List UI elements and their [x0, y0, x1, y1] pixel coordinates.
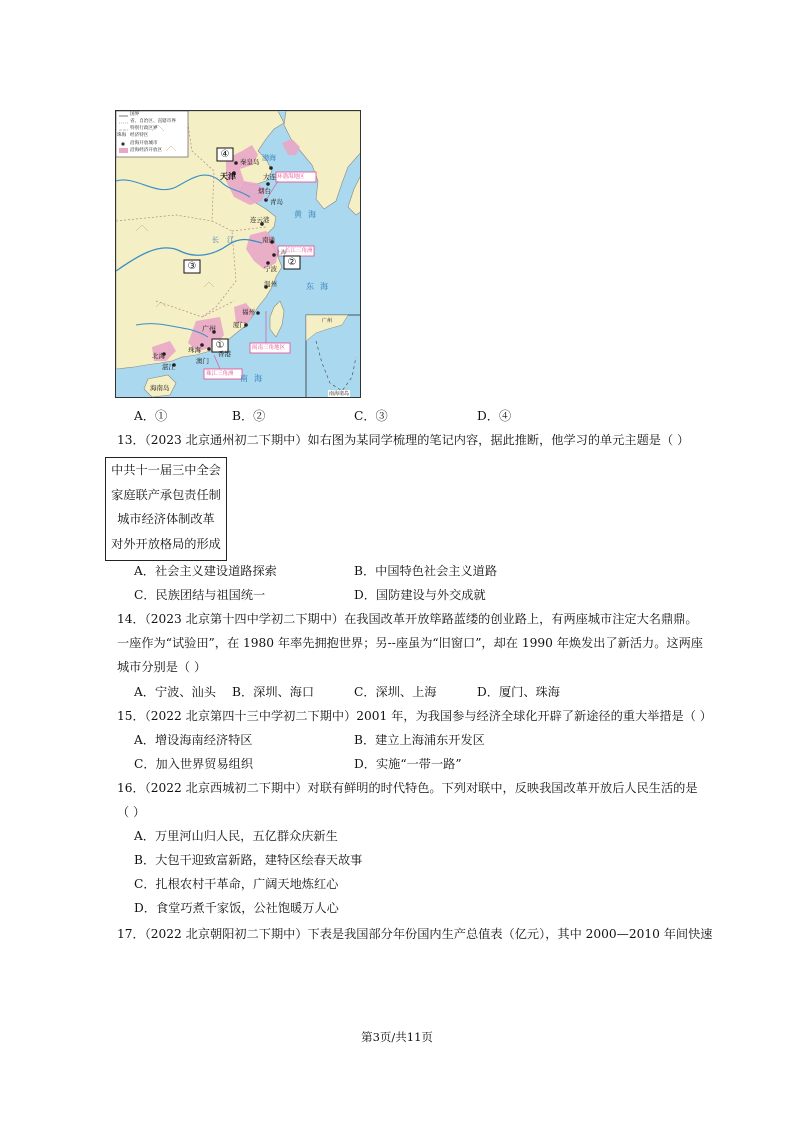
- city-label-guangzhou: 广州: [202, 325, 216, 333]
- city-label-wenzhou: 温州: [264, 280, 277, 288]
- region-label-pearl-delta: 珠江三角洲: [206, 371, 234, 377]
- q13-option-b[interactable]: B．中国特色社会主义道路: [354, 564, 498, 578]
- q13-option-c[interactable]: C．民族团结与祖国统一: [134, 588, 266, 602]
- q15-option-a[interactable]: A．增设海南经济特区: [134, 733, 253, 747]
- q14-option-d[interactable]: D．厦门、珠海: [477, 685, 560, 699]
- page-footer: 第3页/共11页: [361, 1030, 433, 1044]
- q13-note-2: 家庭联产承包责任制: [111, 488, 221, 502]
- city-label-fuzhou: 福州: [242, 308, 255, 316]
- city-label-qingdao: 青岛: [270, 198, 283, 206]
- q15-option-c[interactable]: C．加入世界贸易组织: [134, 757, 254, 771]
- city-label-beihai: 北海: [152, 352, 165, 360]
- sea-label-south: 南海: [240, 374, 268, 383]
- city-label-hainan: 海南岛: [150, 384, 170, 392]
- river-label-yangtze: 长江: [212, 236, 242, 244]
- q12-option-c[interactable]: C．③: [354, 409, 388, 423]
- q17-line-1: 17．（2022 北京朝阳初二下期中）下表是我国部分年份国内生产总值表（亿元），其中 2000—2010 年间快速: [117, 927, 713, 941]
- city-label-yantai: 烟台: [258, 187, 271, 195]
- q12-option-b[interactable]: B．②: [232, 409, 266, 423]
- q14-line-3: 城市分别是（ ）: [117, 660, 207, 674]
- legend-item-sar: 特别行政区界: [130, 126, 158, 131]
- legend-prefix-zhuhai: 珠海: [117, 133, 127, 138]
- city-label-ningbo: 宁波: [264, 265, 277, 273]
- q16-line-1: 16．（2022 北京西城初二下期中）对联有鲜明的时代特色。下列对联中，反映我国改革开放后人民生活的是: [117, 781, 698, 795]
- city-label-hongkong: 香港: [218, 350, 231, 358]
- q13-option-a[interactable]: A．社会主义建设道路探索: [134, 564, 277, 578]
- legend-item-open-zone: 沿海经济开放区: [130, 148, 163, 153]
- q16-option-c[interactable]: C．扎根农村干革命，广阔天地炼红心: [134, 877, 339, 891]
- inset-city-label: 广州: [322, 318, 333, 324]
- coastal-open-map: [115, 110, 361, 398]
- q13-note-3: 城市经济体制改革: [117, 512, 215, 526]
- sea-label-yellow: 黄海: [294, 210, 322, 219]
- q13-notes-box: [105, 457, 227, 561]
- marker-4: ④: [220, 149, 230, 160]
- city-label-lianyungang: 连云港: [250, 216, 270, 224]
- q13-note-4: 对外开放格局的形成: [111, 537, 221, 551]
- legend-item-province: 省、自治区、直辖市界: [130, 119, 176, 124]
- q13-stem: 13．（2023 北京通州初二下期中）如右图为某同学梳理的笔记内容，据此推断，他学习的单元主题是（ ）: [117, 433, 690, 447]
- city-label-xiamen: 厦门: [233, 321, 246, 329]
- q13-note-1: 中共十一届三中全会: [111, 463, 221, 477]
- sea-label-bohai: 渤海: [262, 154, 276, 162]
- q16-option-d[interactable]: D．食堂巧煮千家饭，公社饱暖万人心: [134, 901, 339, 915]
- region-label-yangtze-delta: 长江三角洲: [285, 248, 313, 254]
- q14-option-a[interactable]: A．宁波、汕头: [134, 685, 216, 699]
- q14-option-b[interactable]: B．深圳、海口: [232, 685, 315, 699]
- marker-2: ②: [287, 257, 297, 268]
- legend-item-border: 国界: [130, 112, 140, 117]
- city-label-macau: 澳门: [196, 357, 209, 365]
- q15-stem: 15．（2022 北京第四十三中学初二下期中）2001 年，为我国参与经济全球化开辟了新途径的重大举措是（ ）: [117, 709, 712, 723]
- city-label-zhanjiang: 湛江: [162, 363, 175, 371]
- city-label-shanghai: 上海: [276, 250, 287, 256]
- q14-line-2: 一座作为“试验田”，在 1980 年率先拥抱世界；另--座虽为“旧窗口”，却在 1990 年焕发出了新活力。这两座: [117, 636, 703, 650]
- marker-3: ③: [187, 261, 197, 272]
- q13-option-d[interactable]: D．国防建设与外交成就: [354, 588, 486, 602]
- city-label-dalian: 大连: [263, 173, 276, 181]
- legend-item-sez: 经济特区: [130, 133, 149, 138]
- city-label-nantong: 南通: [262, 236, 275, 244]
- sea-label-east: 东海: [306, 282, 334, 291]
- q14-option-c[interactable]: C．深圳、上海: [354, 685, 437, 699]
- q16-option-a[interactable]: A．万里河山归人民，五亿群众庆新生: [134, 829, 338, 843]
- q16-line-2: （ ）: [117, 805, 146, 819]
- q16-option-b[interactable]: B．大包干迎致富新路，建特区绘春天故事: [134, 853, 363, 867]
- marker-1: ①: [215, 340, 225, 351]
- q14-line-1: 14．（2023 北京第十四中学初二下期中）在我国改革开放筚路蓝缕的创业路上，有两座城市注定大名鼎鼎。: [117, 612, 698, 626]
- inset-title: 南海诸岛: [329, 391, 350, 397]
- q15-option-d[interactable]: D．实施“一带一路”: [354, 757, 462, 771]
- q12-option-a[interactable]: A．①: [134, 409, 168, 423]
- city-label-zhuhai: 珠海: [188, 346, 201, 354]
- region-label-bohai: 环渤海地区: [277, 174, 305, 180]
- q12-option-d[interactable]: D．④: [477, 409, 512, 423]
- region-label-minnan: 闽南三角地区: [252, 345, 286, 351]
- city-label-qinhuangdao: 秦皇岛: [240, 158, 260, 166]
- legend-item-open-city: 沿海开放城市: [130, 141, 158, 146]
- q15-option-b[interactable]: B．建立上海浦东开发区: [354, 733, 485, 747]
- city-label-tianjin: 天津: [220, 172, 236, 181]
